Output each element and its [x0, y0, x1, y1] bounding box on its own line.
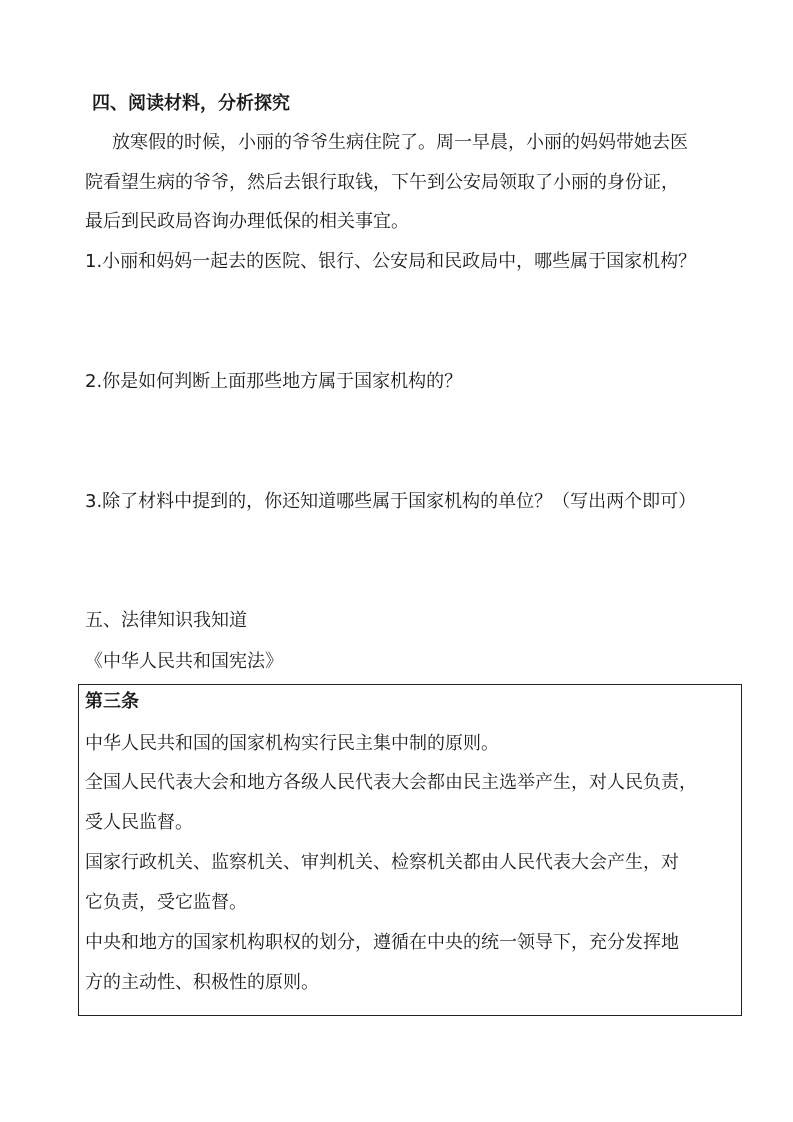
question-1: 1.小丽和妈妈一起去的医院、银行、公安局和民政局中，哪些属于国家机构？: [85, 251, 697, 272]
law-title: 《中华人民共和国宪法》: [85, 651, 283, 672]
article-line-3: 受人民监督。: [85, 812, 193, 833]
article-line-2: 全国人民代表大会和地方各级人民代表大会都由民主选举产生，对人民负责，: [85, 772, 697, 793]
article-line-5: 它负责，受它监督。: [85, 892, 247, 913]
material-line-1: 放寒假的时候，小丽的爷爷生病住院了。周一早晨，小丽的妈妈带她去医: [112, 132, 688, 153]
section-5-title: 五、法律知识我知道: [85, 610, 247, 631]
constitution-article-box: [78, 684, 742, 1016]
article-line-1: 中华人民共和国的国家机构实行民主集中制的原则。: [85, 733, 499, 754]
article-line-7: 方的主动性、积极性的原则。: [85, 972, 319, 993]
material-line-2: 院看望生病的爷爷，然后去银行取钱，下午到公安局领取了小丽的身份证，: [85, 172, 679, 193]
question-3: 3.除了材料中提到的，你还知道哪些属于国家机构的单位？（写出两个即可）: [85, 491, 697, 512]
article-line-6: 中央和地方的国家机构职权的划分，遵循在中央的统一领导下，充分发挥地: [85, 932, 679, 953]
question-2: 2.你是如何判断上面那些地方属于国家机构的？: [85, 371, 463, 392]
article-line-4: 国家行政机关、监察机关、审判机关、检察机关都由人民代表大会产生，对: [85, 852, 679, 873]
article-heading: 第三条: [85, 691, 139, 712]
section-4-title: 四、阅读材料，分析探究: [92, 93, 290, 114]
material-line-3: 最后到民政局咨询办理低保的相关事宜。: [85, 211, 409, 232]
